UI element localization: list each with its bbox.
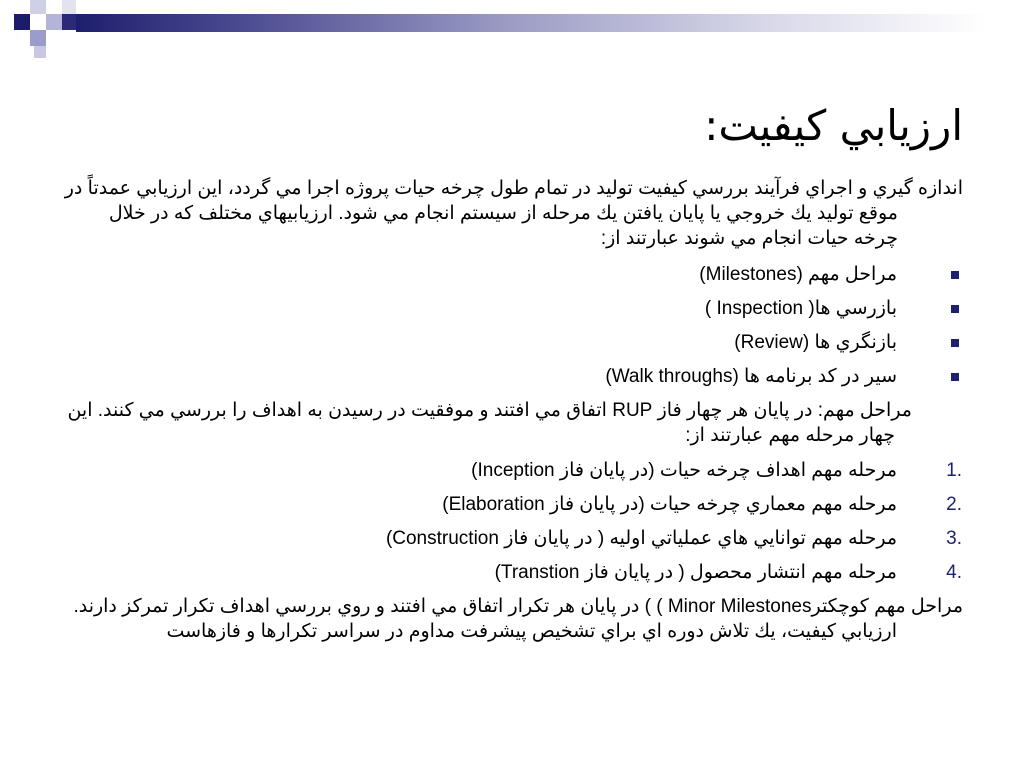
bullet-item (60, 330, 963, 355)
item-label: مرحله مهم انتشار محصول ( در پايان فاز Transtion) (494, 562, 897, 583)
numbered-item (60, 526, 963, 551)
square-bullet-icon (951, 305, 959, 313)
square-bullet-icon (951, 339, 959, 347)
corner-square (62, 0, 76, 14)
item-number: 2. (946, 494, 962, 515)
square-bullet-icon (951, 373, 959, 381)
bullet-item (60, 364, 963, 389)
assessment-bullet-list (60, 262, 963, 389)
item-number: 4. (946, 562, 962, 583)
bullet-item (60, 296, 963, 321)
corner-square (46, 14, 62, 30)
corner-square (30, 30, 46, 46)
item-number: 3. (946, 528, 962, 549)
bullet-label: سير در كد برنامه ها (Walk throughs) (605, 366, 897, 387)
item-label: مرحله مهم اهداف چرخه حيات (در پايان فاز Inception) (471, 460, 897, 481)
bullet-label: بازرسي ها( Inspection ) (704, 298, 897, 319)
numbered-item (60, 492, 963, 517)
slide-body (60, 176, 963, 644)
intro-paragraph: اندازه گيري و اجراي فرآيند بررسي كيفيت توليد در تمام طول چرخه حيات پروژه اجرا مي گردد، اين ارزيابي عمدتاً در موقع توليد يك خروجي يا پايان يافتن يك مرحله از سيستم انجام مي شود. ارزيابيهاي مختلف كه در خلال چرخه حيات انجام مي شوند عبارتند از: (64, 178, 963, 249)
header-gradient-bar (76, 14, 1024, 32)
numbered-item (60, 560, 963, 585)
slide-title: ارزيابي كيفيت: (704, 101, 963, 150)
numbered-item (60, 458, 963, 483)
square-bullet-icon (951, 271, 959, 279)
minor-milestones-paragraph: مراحل مهم كوچكترMinor Milestones ) ) در پايان هر تكرار اتفاق مي افتند و روي بررسي اهداف تكرار تمركز دارند. ارزيابي كيفيت، يك تلاش دوره اي براي تشخيص پيشرفت مداوم در سراسر تكرارها و فازهاست (73, 596, 963, 642)
item-label: مرحله مهم توانايي هاي عملياتي اوليه ( در پايان فاز Construction) (385, 528, 897, 549)
corner-square (14, 14, 30, 30)
milestones-paragraph: مراحل مهم: در پايان هر چهار فاز RUP اتفاق مي افتند و موفقيت در رسيدن به اهداف را بررسي مي كنند. اين چهار مرحله مهم عبارتند از: (67, 400, 912, 446)
item-label: مرحله مهم معماري چرخه حيات (در پايان فاز Elaboration) (442, 494, 897, 515)
bullet-label: مراحل مهم (Milestones) (699, 264, 897, 285)
corner-square (62, 14, 76, 30)
bullet-label: بازنگري ها (Review) (734, 332, 897, 353)
milestones-numbered-list (60, 458, 963, 585)
corner-square (30, 0, 46, 14)
item-number: 1. (946, 460, 962, 481)
bullet-item (60, 262, 963, 287)
corner-square (34, 46, 46, 58)
